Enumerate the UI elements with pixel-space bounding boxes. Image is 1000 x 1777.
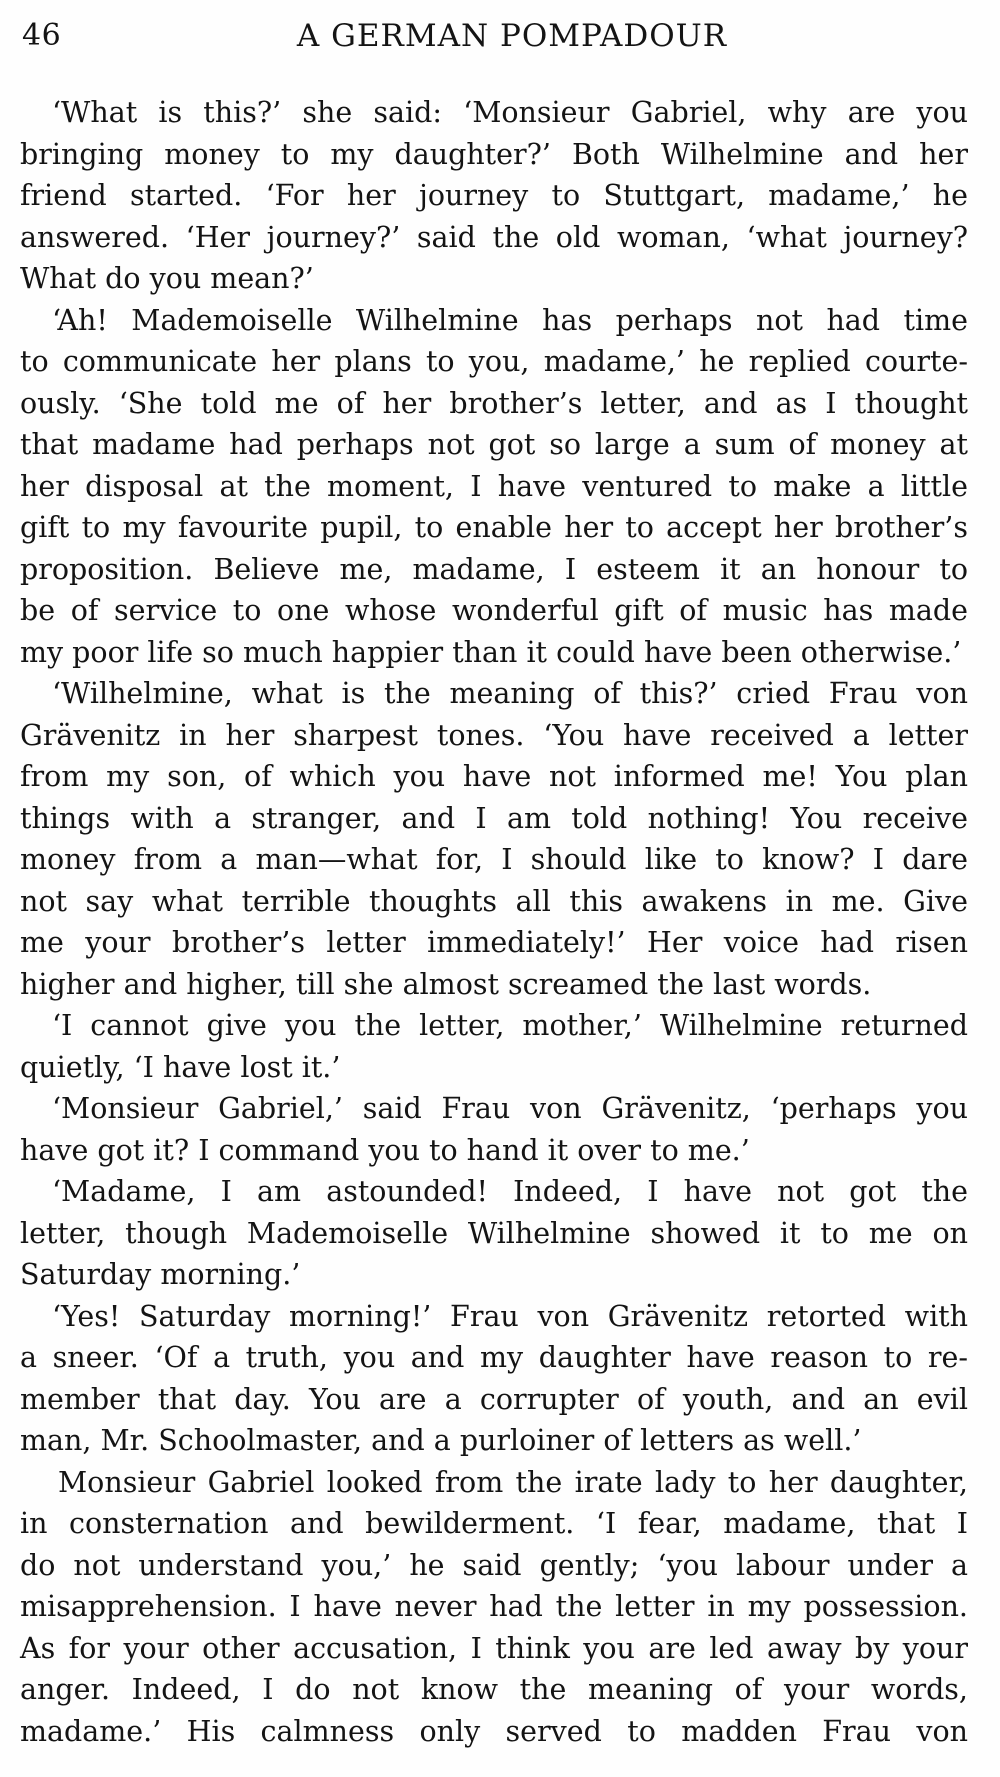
text-line: have got it? I command you to hand it over to me.’	[20, 1133, 750, 1167]
text-line: not say what terrible thoughts all this awakens in me. Give	[20, 884, 968, 918]
text-line: money from a man—what for, I should like to know? I dare	[20, 843, 968, 876]
page-number: 46	[22, 18, 62, 53]
text-line: proposition. Believe me, madame, I esteem it an honour to	[20, 552, 968, 586]
text-line: madame.’ His calmness only served to madden Frau von	[20, 1714, 968, 1748]
text-line: ‘Madame, I am astounded! Indeed, I have not got the	[52, 1175, 968, 1208]
text-line: anger. Indeed, I do not know the meaning of your words,	[20, 1673, 968, 1706]
text-line: man, Mr. Schoolmaster, and a purloiner of letters as well.’	[20, 1424, 862, 1457]
text-line: do not understand you,’ he said gently; ‘you labour under a	[20, 1548, 968, 1582]
text-line: to communicate her plans to you, madame,’ he replied courte-	[20, 345, 968, 378]
running-head	[22, 18, 972, 62]
text-line: ‘Wilhelmine, what is the meaning of this?’ cried Frau von	[52, 677, 968, 710]
text-line: that madame had perhaps not got so large a sum of money at	[20, 428, 968, 461]
text-line: misapprehension. I have never had the letter in my possession.	[20, 1590, 968, 1623]
text-line: things with a stranger, and I am told nothing! You receive	[20, 801, 968, 835]
text-line: me your brother’s letter immediately!’ Her voice had risen	[20, 926, 968, 959]
text-line: bringing money to my daughter?’ Both Wilhelmine and her	[20, 137, 968, 171]
text-line: ‘Monsieur Gabriel,’ said Frau von Grävenitz, ‘perhaps you	[52, 1092, 968, 1125]
text-line: gift to my favourite pupil, to enable her to accept her brother’s	[20, 511, 968, 544]
body-text	[20, 92, 968, 1752]
text-line: ‘I cannot give you the letter, mother,’ Wilhelmine returned	[52, 1009, 968, 1042]
text-line: What do you mean?’	[20, 262, 314, 295]
text-line: As for your other accusation, I think you are led away by your	[20, 1631, 968, 1665]
text-line: her disposal at the moment, I have ventured to make a little	[20, 469, 968, 503]
text-line: ously. ‘She told me of her brother’s letter, and as I thought	[20, 386, 968, 420]
text-line: Saturday morning.’	[20, 1258, 301, 1291]
text-line: quietly, ‘I have lost it.’	[20, 1050, 341, 1084]
text-line: answered. ‘Her journey?’ said the old woman, ‘what journey?	[20, 220, 968, 254]
page-title: A GERMAN POMPADOUR	[296, 18, 728, 54]
text-line: be of service to one whose wonderful gift of music has made	[20, 594, 968, 627]
text-line: my poor life so much happier than it could have been otherwise.’	[20, 635, 962, 669]
text-line: in consternation and bewilderment. ‘I fear, madame, that I	[20, 1507, 968, 1540]
text-line: ‘What is this?’ she said: ‘Monsieur Gabriel, why are you	[52, 96, 968, 129]
text-line: letter, though Mademoiselle Wilhelmine showed it to me on	[20, 1216, 968, 1250]
text-line: member that day. You are a corrupter of youth, and an evil	[20, 1382, 968, 1416]
text-line: ‘Yes! Saturday morning!’ Frau von Grävenitz retorted with	[52, 1299, 968, 1333]
text-line: a sneer. ‘Of a truth, you and my daughter have reason to re-	[20, 1341, 968, 1374]
text-line: higher and higher, till she almost screamed the last words.	[20, 967, 872, 1001]
text-line: from my son, of which you have not informed me! You plan	[20, 760, 968, 793]
text-line: friend started. ‘For her journey to Stuttgart, madame,’ he	[20, 179, 968, 212]
text-line: Grävenitz in her sharpest tones. ‘You have received a letter	[20, 718, 968, 752]
text-line: ‘Ah! Mademoiselle Wilhelmine has perhaps not had time	[52, 303, 968, 337]
text-line: Monsieur Gabriel looked from the irate lady to her daughter,	[58, 1465, 968, 1499]
